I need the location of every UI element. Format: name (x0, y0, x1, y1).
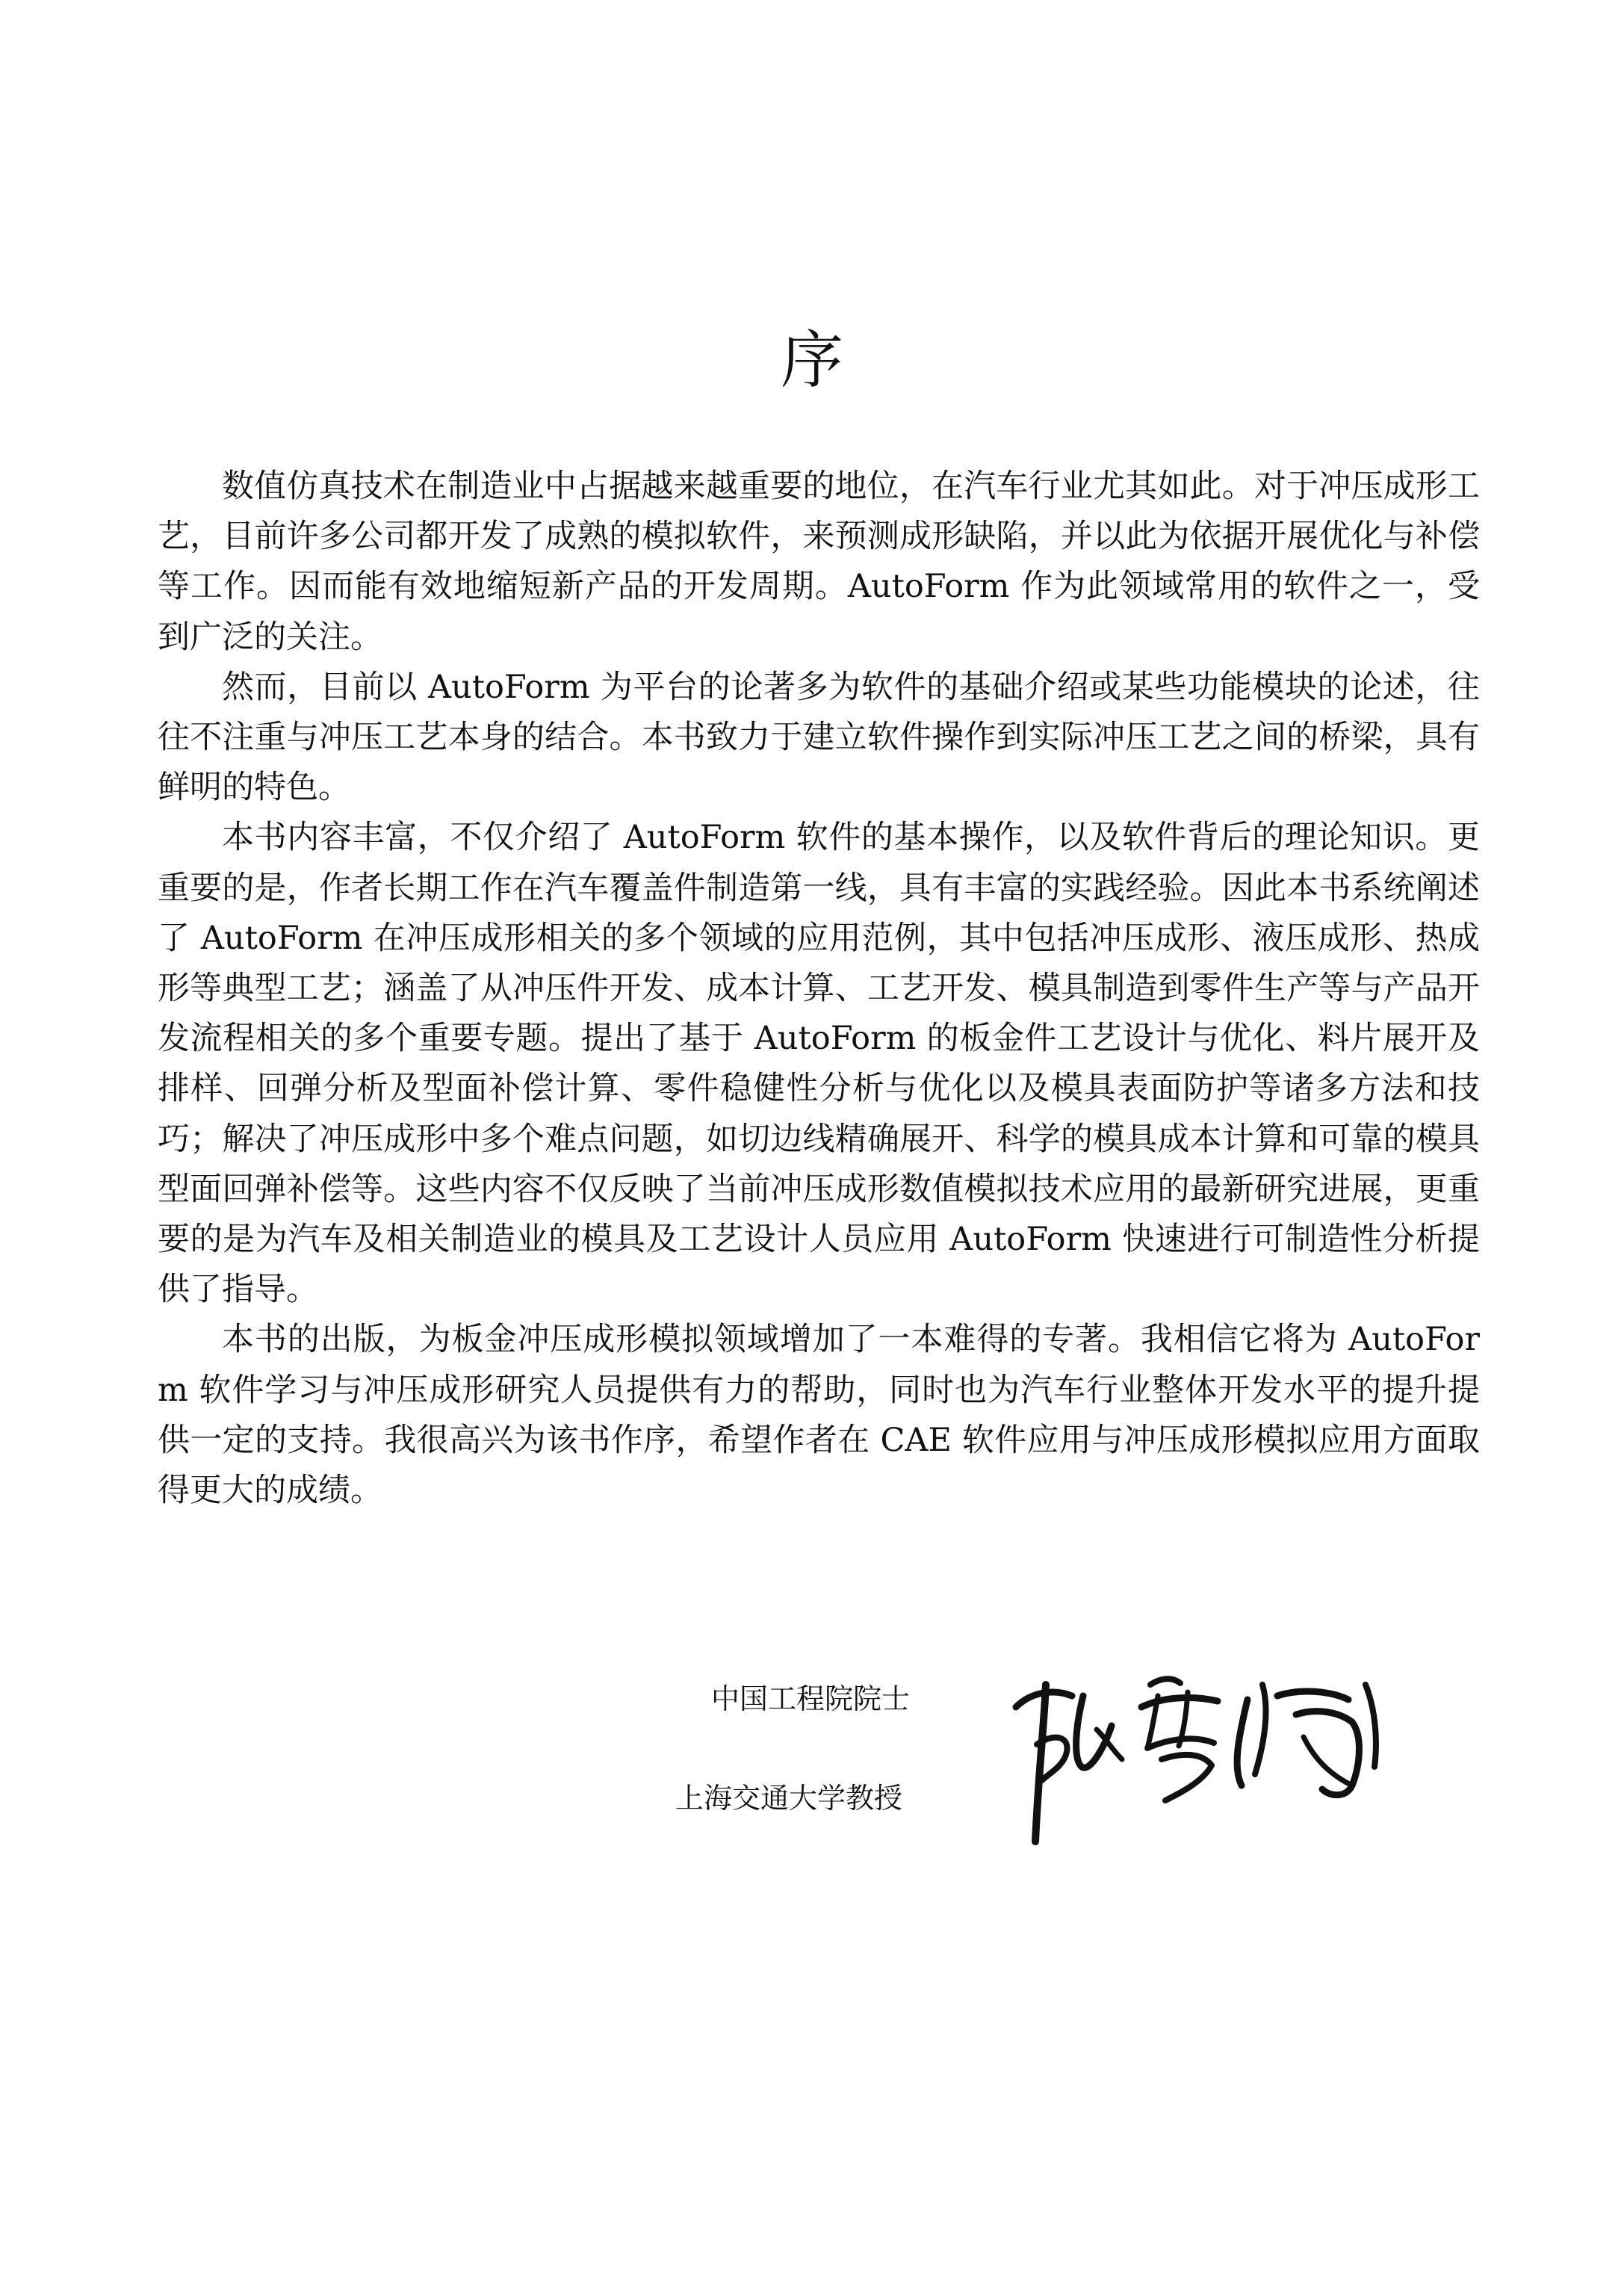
page-title: 序 (780, 323, 843, 397)
affiliation-academician: 中国工程院院士 (711, 1682, 911, 1715)
affiliation-professor: 上海交通大学教授 (675, 1782, 903, 1815)
paragraph-3: 本书内容丰富，不仅介绍了 AutoForm 软件的基本操作，以及软件背后的理论知识。更重要的是，作者长期工作在汽车覆盖件制造第一线，具有丰富的实践经验。因此本书系统阐述了 AutoForm 在冲压成形相关的多个领域的应用范例，其中包括冲压成形、液压成形、热成形等典型工艺；涵盖了从冲压件开发、成本计算、工艺开发、模具制造到零件生产等与产品开发流程相关的多个重要专题。提出了基于 AutoForm 的板金件工艺设计与优化、料片展开及排样、回弹分析及型面补偿计算、零件稳健性分析与优化以及模具表面防护等诸多方法和技巧；解决了冲压成形中多个难点问题，如切边线精确展开、科学的模具成本计算和可靠的模具型面回弹补偿等。这些内容不仅反映了当前冲压成形数值模拟技术应用的最新研究进展，更重要的是为汽车及相关制造业的模具及工艺设计人员应用 AutoForm 快速进行可制造性分析提供了指导。 (158, 819, 1480, 1309)
paragraph-2: 然而，目前以 AutoForm 为平台的论著多为软件的基础介绍或某些功能模块的论述，往往不注重与冲压工艺本身的结合。本书致力于建立软件操作到实际冲压工艺之间的桥梁，具有鲜明的特色。 (158, 668, 1480, 807)
paragraph-1: 数值仿真技术在制造业中占据越来越重要的地位，在汽车行业尤其如此。对于冲压成形工艺，目前许多公司都开发了成熟的模拟软件，来预测成形缺陷，并以此为依据开展优化与补偿等工作。因而能有效地缩短新产品的开发周期。AutoForm 作为此领域常用的软件之一，受到广泛的关注。 (158, 468, 1480, 656)
handwritten-signature (1001, 1655, 1404, 1864)
paragraph-4: 本书的出版，为板金冲压成形模拟领域增加了一本难得的专著。我相信它将为 AutoForm 软件学习与冲压成形研究人员提供有力的帮助，同时也为汽车行业整体开发水平的提升提供一定的支持。我很高兴为该书作序，希望作者在 CAE 软件应用与冲压成形模拟应用方面取得更大的成绩。 (158, 1321, 1480, 1510)
preface-body (158, 462, 1480, 1516)
